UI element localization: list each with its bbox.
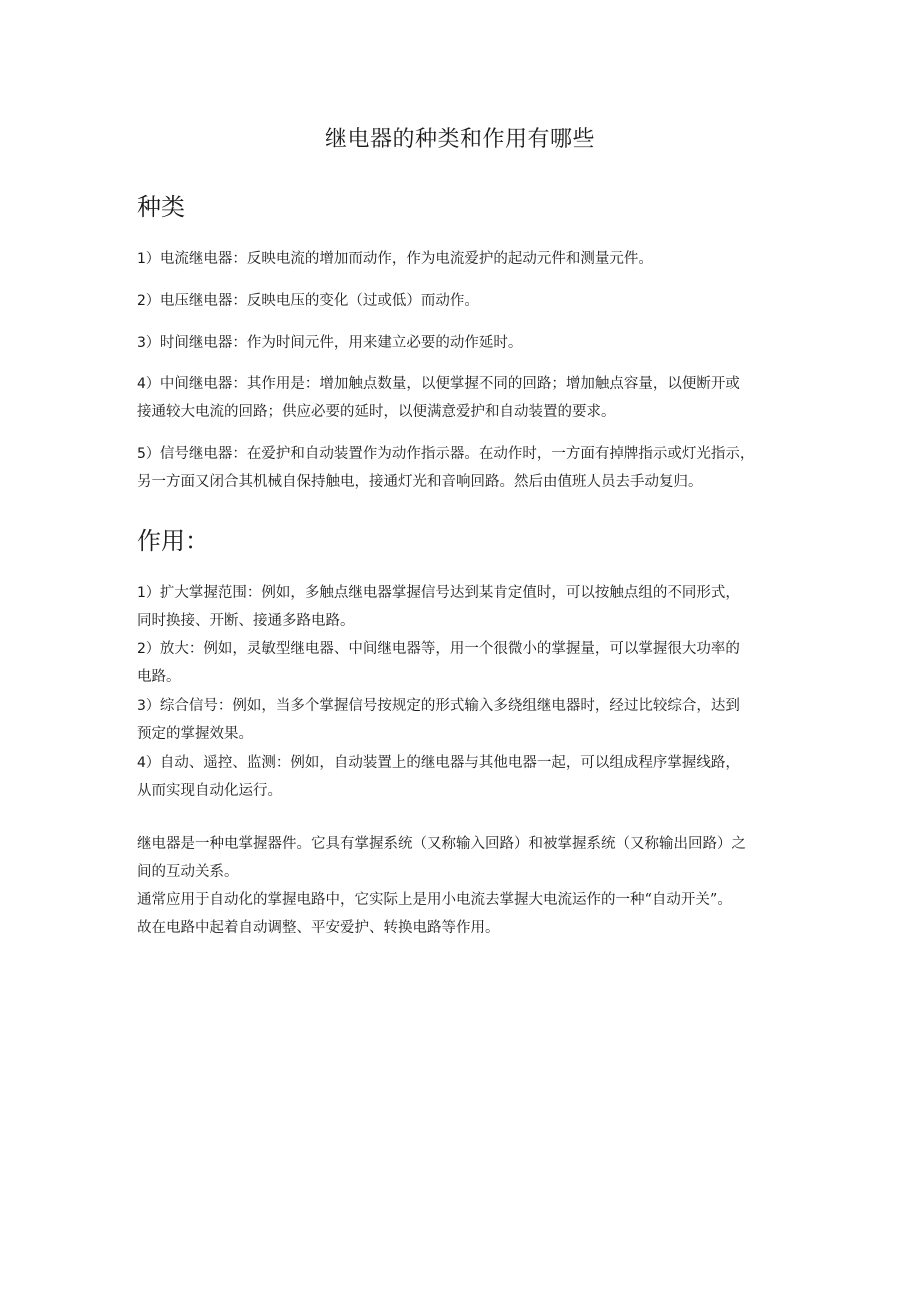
item-text: 电压继电器：反映电压的变化（过或低）而动作。 <box>159 293 479 309</box>
item-number: 1） <box>137 585 160 601</box>
item-text: 中间继电器：其作用是：增加触点数量，以便掌握不同的回路；增加触点容量，以便断开或 <box>159 376 740 392</box>
item-text: 电流继电器：反映电流的增加而动作，作为电流爱护的起动元件和测量元件。 <box>159 251 653 267</box>
item-text-continued: 预定的掌握效果。 <box>137 726 253 742</box>
section-heading-types: 种类 <box>137 193 185 221</box>
types-item-1 <box>137 245 797 273</box>
summary-line: 故在电路中起着自动调整、平安爱护、转换电路等作用。 <box>137 920 500 936</box>
item-number: 2） <box>137 293 160 309</box>
types-item-3 <box>137 329 797 357</box>
functions-item-1 <box>137 579 797 635</box>
document-title: 继电器的种类和作用有哪些 <box>324 127 595 152</box>
types-item-5 <box>137 440 797 496</box>
item-text-continued: 接通较大电流的回路；供应必要的延时，以便满意爱护和自动装置的要求。 <box>137 404 616 420</box>
item-number: 4） <box>137 755 160 771</box>
item-text: 放大：例如，灵敏型继电器、中间继电器等，用一个很微小的掌握量，可以掌握很大功率的 <box>159 641 740 657</box>
item-number: 3） <box>137 335 160 351</box>
item-number: 3） <box>137 698 160 714</box>
types-item-4 <box>137 370 797 426</box>
item-text-continued: 从而实现自动化运行。 <box>137 783 282 799</box>
item-number: 5） <box>137 446 160 462</box>
section-heading-functions: 作用： <box>137 527 209 555</box>
item-text: 时间继电器：作为时间元件，用来建立必要的动作延时。 <box>159 335 523 351</box>
functions-item-4 <box>137 749 797 805</box>
summary-line: 间的互动关系。 <box>137 864 239 880</box>
summary-line: 继电器是一种电掌握器件。它具有掌握系统（又称输入回路）和被掌握系统（又称输出回路）之 <box>137 836 746 852</box>
functions-item-3 <box>137 692 797 748</box>
item-number: 1） <box>137 251 160 267</box>
item-text-continued: 另一方面又闭合其机械自保持触电，接通灯光和音响回路。然后由值班人员去手动复归。 <box>137 474 703 490</box>
summary-line: 通常应用于自动化的掌握电路中，它实际上是用小电流去掌握大电流运作的一种“自动开关”。 <box>137 892 732 908</box>
item-text: 自动、遥控、监测：例如，自动装置上的继电器与其他电器一起，可以组成程序掌握线路， <box>159 755 740 771</box>
item-number: 4） <box>137 376 160 392</box>
item-text: 综合信号：例如，当多个掌握信号按规定的形式输入多绕组继电器时，经过比较综合，达到 <box>159 698 740 714</box>
functions-item-2 <box>137 635 797 691</box>
item-text: 信号继电器：在爱护和自动装置作为动作指示器。在动作时，一方面有掉牌指示或灯光指示， <box>159 446 755 462</box>
item-text-continued: 同时换接、开断、接通多路电路。 <box>137 613 355 629</box>
types-item-2 <box>137 287 797 315</box>
item-number: 2） <box>137 641 160 657</box>
item-text-continued: 电路。 <box>137 669 181 685</box>
item-text: 扩大掌握范围：例如，多触点继电器掌握信号达到某肯定值时，可以按触点组的不同形式， <box>159 585 740 601</box>
summary-paragraph <box>137 830 797 942</box>
